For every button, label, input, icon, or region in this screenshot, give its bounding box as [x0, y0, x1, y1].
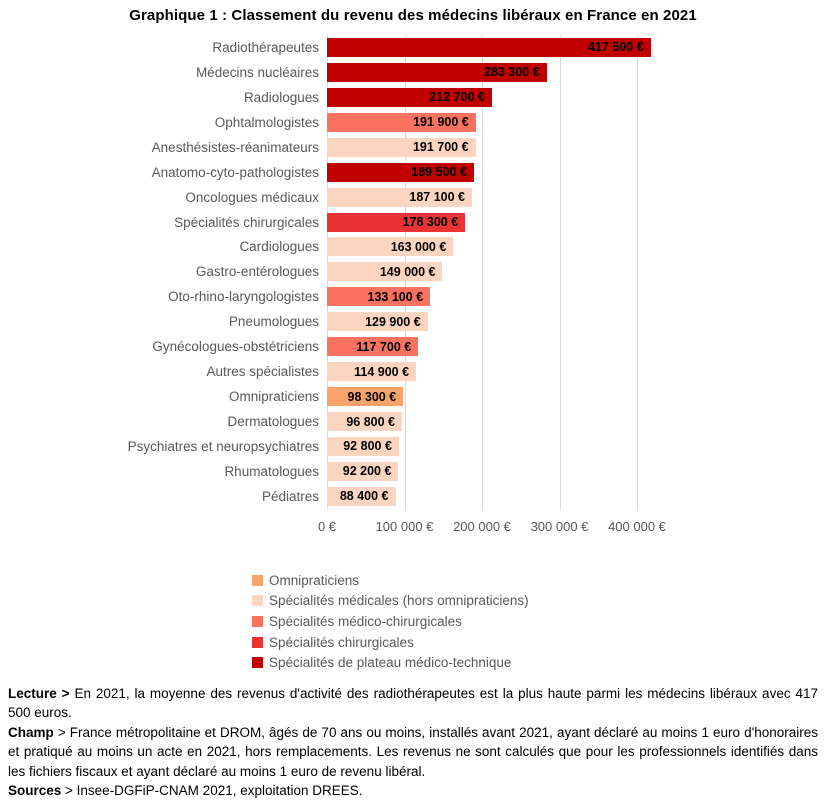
note-sources	[8, 781, 818, 800]
bar-area	[327, 213, 826, 232]
category-label: Spécialités chirurgicales	[174, 214, 319, 230]
value-label: 117 700 €	[356, 339, 412, 354]
value-label: 92 800 €	[343, 439, 392, 454]
value-label: 191 900 €	[413, 115, 469, 130]
bar-row	[0, 85, 826, 110]
bar-row	[0, 409, 826, 434]
value-label: 98 300 €	[347, 389, 397, 404]
category-label: Rhumatologues	[224, 463, 319, 479]
note-lecture	[8, 684, 818, 723]
category-label: Radiologues	[243, 89, 319, 105]
value-label: 178 300 €	[402, 215, 459, 230]
bar-area	[327, 462, 826, 481]
category-label: Omnipraticiens	[228, 389, 319, 405]
category-label: Cardiologues	[239, 239, 319, 255]
bar-row	[0, 160, 826, 185]
bar-area	[327, 387, 826, 406]
category-label: Médecins nucléaires	[195, 64, 319, 80]
value-label: 114 900 €	[354, 364, 410, 379]
bar-row	[0, 434, 826, 459]
category-label: Oto-rhino-laryngologistes	[168, 289, 319, 305]
legend	[252, 570, 529, 673]
legend-label: Spécialités de plateau médico-technique	[269, 655, 512, 671]
bar-area	[327, 437, 826, 456]
x-tick-label: 200 000 €	[453, 519, 511, 534]
bar-rows	[0, 35, 826, 509]
category-label: Anesthésistes-réanimateurs	[151, 139, 319, 155]
bar	[327, 262, 442, 281]
bar-area	[327, 362, 826, 381]
bar-row	[0, 110, 826, 135]
category-label: Pneumologues	[228, 314, 319, 330]
bar	[327, 387, 403, 406]
bar-area	[327, 337, 826, 356]
bar-row	[0, 384, 826, 409]
legend-item	[252, 570, 529, 591]
bar-area	[327, 487, 826, 506]
bar-row	[0, 60, 826, 85]
bar-row	[0, 235, 826, 260]
x-tick-label: 0 €	[317, 519, 337, 534]
legend-label: Spécialités médico-chirurgicales	[269, 613, 462, 629]
bar	[327, 63, 547, 82]
category-label: Dermatologues	[227, 414, 319, 430]
category-label: Autres spécialistes	[206, 364, 319, 380]
value-label: 191 700 €	[412, 140, 469, 155]
category-label: Psychiatres et neuropsychiatres	[127, 438, 319, 454]
bar	[327, 462, 398, 481]
plot-area	[0, 35, 826, 509]
bar-row	[0, 185, 826, 210]
category-label: Anatomo-cyto-pathologistes	[151, 164, 319, 180]
bar	[327, 38, 651, 57]
bar-row	[0, 284, 826, 309]
note-champ-label: Champ	[8, 724, 54, 740]
category-label: Oncologues médicaux	[185, 189, 319, 205]
bar-area	[327, 88, 826, 107]
bar-area	[327, 312, 826, 331]
bar	[327, 287, 430, 306]
bar-area	[327, 38, 826, 57]
bar	[327, 437, 399, 456]
legend-swatch-icon	[252, 616, 263, 627]
x-tick-label: 400 000 €	[608, 519, 666, 534]
bar-area	[327, 113, 826, 132]
note-sources-text: > Insee-DGFiP-CNAM 2021, exploitation DREES.	[61, 783, 363, 799]
x-tick-label: 100 000 €	[375, 519, 434, 534]
bar-row	[0, 334, 826, 359]
category-label: Gynécologues-obstétriciens	[152, 339, 319, 355]
bar-area	[327, 237, 826, 256]
bar	[327, 312, 428, 331]
legend-item	[252, 652, 529, 673]
legend-label: Spécialités médicales (hors omnipraticiens)	[269, 593, 529, 609]
bar-area	[327, 262, 826, 281]
bar-area	[327, 138, 826, 157]
bar-area	[327, 412, 826, 431]
value-label: 149 000 €	[379, 264, 436, 279]
bar-row	[0, 359, 826, 384]
bar	[327, 113, 476, 132]
value-label: 189 500 €	[411, 165, 467, 180]
legend-swatch-icon	[252, 657, 263, 668]
value-label: 129 900 €	[365, 314, 421, 329]
x-tick-label: 300 000 €	[530, 519, 589, 534]
note-champ-text: > France métropolitaine et DROM, âgés de 70 ans ou moins, installés avant 2021, ayant déclaré au moins 1 euro d'honoraires et pratiqué au moins un acte en 2021, hors remplacements. Les revenus ne sont calculés que pour les professionnels identifiés dans les fichiers fiscaux et ayant déclaré au moins 1 euro de revenu libéral.	[8, 724, 818, 779]
legend-swatch-icon	[252, 595, 263, 606]
value-label: 417 500 €	[587, 40, 644, 55]
bar	[327, 362, 416, 381]
legend-item	[252, 591, 529, 612]
value-label: 96 800 €	[346, 414, 396, 429]
bar-area	[327, 63, 826, 82]
bar	[327, 412, 402, 431]
bar	[327, 88, 492, 107]
x-axis	[0, 519, 826, 537]
chart-title: Graphique 1 : Classement du revenu des médecins libéraux en France en 2021	[129, 7, 697, 24]
value-label: 187 100 €	[409, 190, 465, 205]
bar	[327, 213, 465, 232]
bar-row	[0, 135, 826, 160]
bar	[327, 138, 476, 157]
bar-area	[327, 287, 826, 306]
value-label: 88 400 €	[339, 489, 389, 504]
legend-item	[252, 632, 529, 653]
value-label: 92 200 €	[342, 464, 392, 479]
category-label: Ophtalmologistes	[214, 114, 319, 130]
bar	[327, 337, 418, 356]
note-sources-label: Sources	[8, 783, 62, 799]
notes	[8, 684, 818, 800]
legend-label: Spécialités chirurgicales	[269, 634, 414, 650]
bar	[327, 163, 474, 182]
bar-row	[0, 35, 826, 60]
value-label: 133 100 €	[367, 289, 424, 304]
bar-row	[0, 259, 826, 284]
note-lecture-text: En 2021, la moyenne des revenus d'activité des radiothérapeutes est la plus haute parmi les médecins libéraux avec 417 500 euros.	[8, 686, 818, 721]
legend-item	[252, 611, 529, 632]
bar-area	[327, 163, 826, 182]
bar	[327, 237, 453, 256]
bar-row	[0, 309, 826, 334]
value-label: 163 000 €	[390, 239, 447, 254]
bar-row	[0, 459, 826, 484]
bar	[327, 487, 396, 506]
category-label: Gastro-entérologues	[195, 264, 319, 280]
value-label: 212 700 €	[429, 90, 485, 105]
bar-row	[0, 484, 826, 509]
bar	[327, 188, 472, 207]
bar-row	[0, 210, 826, 235]
bar-area	[327, 188, 826, 207]
legend-label: Omnipraticiens	[269, 572, 360, 588]
value-label: 283 300 €	[483, 65, 540, 80]
legend-swatch-icon	[252, 637, 263, 648]
category-label: Pédiatres	[261, 488, 319, 504]
note-lecture-label: Lecture >	[8, 686, 75, 701]
legend-swatch-icon	[252, 575, 263, 586]
note-champ	[8, 723, 818, 781]
category-label: Radiothérapeutes	[212, 39, 319, 55]
